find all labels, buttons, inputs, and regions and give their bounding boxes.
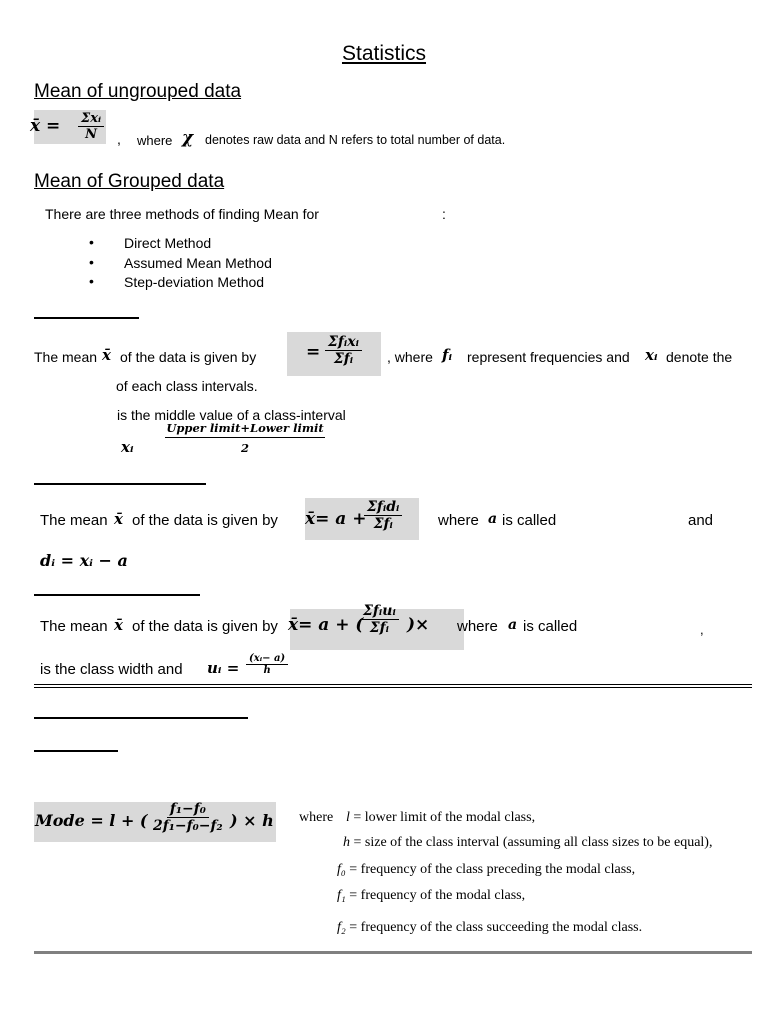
step-line2-pre: is the class width and [40, 661, 183, 678]
step-x-bar: x̄ [114, 616, 123, 634]
step-fraction [360, 603, 399, 636]
step-line1-pre: The mean [40, 618, 108, 635]
assumed-line1-mid: of the data is given by [132, 512, 278, 529]
mode-def-l-symbol: l [346, 810, 350, 825]
step-denominator: Σfᵢ [369, 620, 390, 636]
methods-list [89, 235, 272, 294]
assumed-line1-pre: The mean [40, 512, 108, 529]
step-formula-lhs: x̄= a + ( [288, 615, 364, 635]
mode-def-h-symbol: h [343, 835, 350, 850]
mode-def-l-text: = lower limit of the modal class, [353, 810, 536, 825]
ungrouped-where: where [137, 133, 173, 148]
section-double-rule-top [34, 684, 752, 685]
mode-formula-lhs: Mode = l + ( [35, 811, 148, 830]
step-line1-mid: of the data is given by [132, 618, 278, 635]
step-a-symbol: a [508, 617, 518, 633]
section-double-rule-bottom [34, 687, 752, 688]
step-formula-tail: )× [407, 615, 430, 635]
direct-line1-mid: of the data is given by [120, 349, 257, 365]
direct-numerator: Σfᵢxᵢ [325, 334, 362, 351]
step-where: where [457, 618, 498, 635]
mode-def-h-text: = size of the class interval (assuming all class sizes to be equal), [353, 835, 713, 850]
assumed-numerator: Σfᵢdᵢ [364, 499, 402, 516]
direct-line2: of each class intervals. [116, 378, 258, 394]
step-called: is called [523, 618, 578, 635]
ungrouped-formula-lhs: x̄ = [30, 116, 61, 136]
mode-where: where [299, 810, 334, 825]
method-item-assumed: • Assumed Mean Method [89, 255, 272, 275]
ungrouped-description: denotes raw data and N refers to total number of data. [205, 133, 506, 147]
mode-def-f0 [337, 862, 635, 878]
direct-line1-end: denote the [666, 349, 733, 365]
direct-line1-pre: The mean [34, 349, 98, 365]
mode-fraction [150, 801, 226, 834]
assumed-formula-lhs: x̄= a + [305, 509, 367, 529]
ungrouped-fraction [78, 111, 104, 142]
direct-fraction [325, 334, 362, 367]
mode-def-f1-symbol: f₁ [337, 888, 346, 903]
step-u-lhs: uᵢ = [207, 659, 240, 677]
direct-f-symbol: fᵢ [442, 346, 453, 364]
direct-heading-rule [34, 317, 139, 319]
assumed-where: where [438, 512, 479, 529]
step-heading-rule [34, 594, 200, 596]
step-u-numerator: (xᵢ− a) [246, 653, 288, 665]
mode-denominator: 2f₁−f₀−f₂ [153, 818, 223, 834]
assumed-heading-rule [34, 483, 206, 485]
step-u-denominator: h [263, 665, 271, 676]
mode-def-f2-symbol: f₂ [337, 920, 346, 935]
direct-x-bar: x̄ [102, 346, 111, 364]
step-u-fraction [246, 653, 288, 676]
grouped-intro: There are three methods of finding Mean for [45, 206, 319, 222]
step-numerator: Σfᵢuᵢ [360, 603, 399, 620]
grouped-colon: : [442, 206, 446, 222]
step-comma: , [700, 622, 704, 637]
ungrouped-chi: χ [182, 128, 194, 148]
assumed-x-bar: x̄ [114, 510, 123, 528]
direct-xi-label: xᵢ [121, 438, 134, 456]
mode-numerator: f₁−f₀ [167, 801, 209, 818]
assumed-a-symbol: a [488, 511, 498, 527]
direct-line1-rep: represent frequencies and [467, 349, 630, 365]
mode-def-f0-text: = frequency of the class preceding the modal class, [349, 862, 636, 877]
midpoint-fraction [165, 421, 325, 455]
heading-grouped: Mean of Grouped data [34, 171, 225, 192]
assumed-and: and [688, 512, 714, 529]
ungrouped-denominator: N [85, 127, 97, 142]
ungrouped-comma: , [117, 131, 121, 147]
mode-def-f0-symbol: f₀ [337, 862, 346, 877]
midpoint-denominator: 2 [240, 441, 249, 455]
mode-def-h [343, 835, 712, 851]
assumed-called: is called [502, 512, 557, 529]
method-item-direct: • Direct Method [89, 235, 272, 255]
mode-def-f1 [337, 888, 525, 904]
direct-where: , where [387, 349, 433, 365]
assumed-denominator: Σfᵢ [373, 516, 393, 532]
direct-line3: is the middle value of a class-interval [117, 407, 346, 423]
page-title: Statistics [341, 42, 427, 65]
mode-def-l [346, 810, 535, 826]
direct-denominator: Σfᵢ [333, 351, 354, 367]
method-item-step: • Step-deviation Method [89, 274, 272, 294]
midpoint-numerator: Upper limit+Lower limit [165, 421, 325, 438]
assumed-di-formula: dᵢ = xᵢ − a [40, 551, 128, 570]
direct-formula-eq: = [306, 342, 321, 362]
heading-ungrouped: Mean of ungrouped data [34, 81, 242, 102]
mode-def-f1-text: = frequency of the modal class, [349, 888, 526, 903]
assumed-fraction [364, 499, 402, 532]
direct-x-symbol: xᵢ [645, 346, 658, 364]
bottom-rule [34, 951, 752, 954]
mode-formula-tail: ) × h [230, 811, 274, 830]
mode-def-f2-text: = frequency of the class succeeding the modal class. [349, 920, 643, 935]
mode-def-f2 [337, 920, 642, 936]
mode-heading-rule [34, 750, 118, 752]
mode-section-heading-rule [34, 717, 248, 719]
ungrouped-numerator: Σxᵢ [78, 111, 104, 127]
